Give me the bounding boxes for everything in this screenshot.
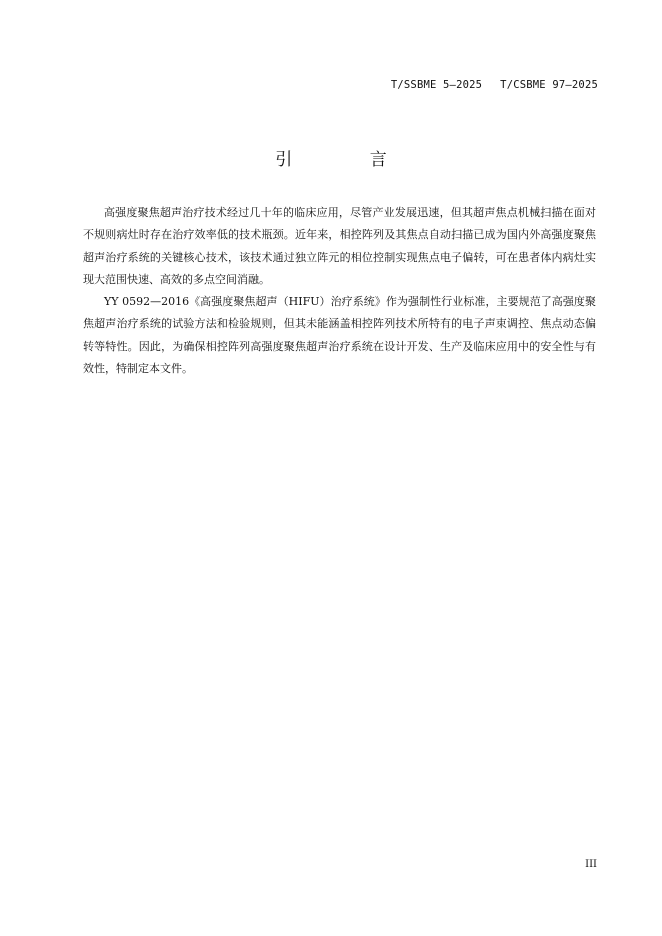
standard-number-2: T/CSBME 97—2025 (500, 79, 598, 91)
paragraph-1: 高强度聚焦超声治疗技术经过几十年的临床应用，尽管产业发展迅速，但其超声焦点机械扫描在面对不规则病灶时存在治疗效率低的技术瓶颈。近年来，相控阵列及其焦点自动扫描已成为国内外高强度聚焦超声治疗系统的关键核心技术，该技术通过独立阵元的相位控制实现焦点电子偏转，可在患者体内病灶实现大范围快速、高效的多点空间消融。 (83, 206, 596, 286)
page-title: 引 言 (275, 150, 423, 170)
standard-number-1: T/SSBME 5—2025 (390, 79, 483, 91)
page-number: III (585, 859, 597, 870)
introduction-body (83, 202, 596, 380)
paragraph-2: YY 0592—2016《高强度聚焦超声（HIFU）治疗系统》作为强制性行业标准，主要规范了高强度聚焦超声治疗系统的试验方法和检验规则，但其未能涵盖相控阵列技术所特有的电子声束调控、焦点动态偏转等特性。因此，为确保相控阵列高强度聚焦超声治疗系统在设计开发、生产及临床应用中的安全性与有效性，特制定本文件。 (83, 295, 596, 376)
page-header (391, 79, 598, 91)
